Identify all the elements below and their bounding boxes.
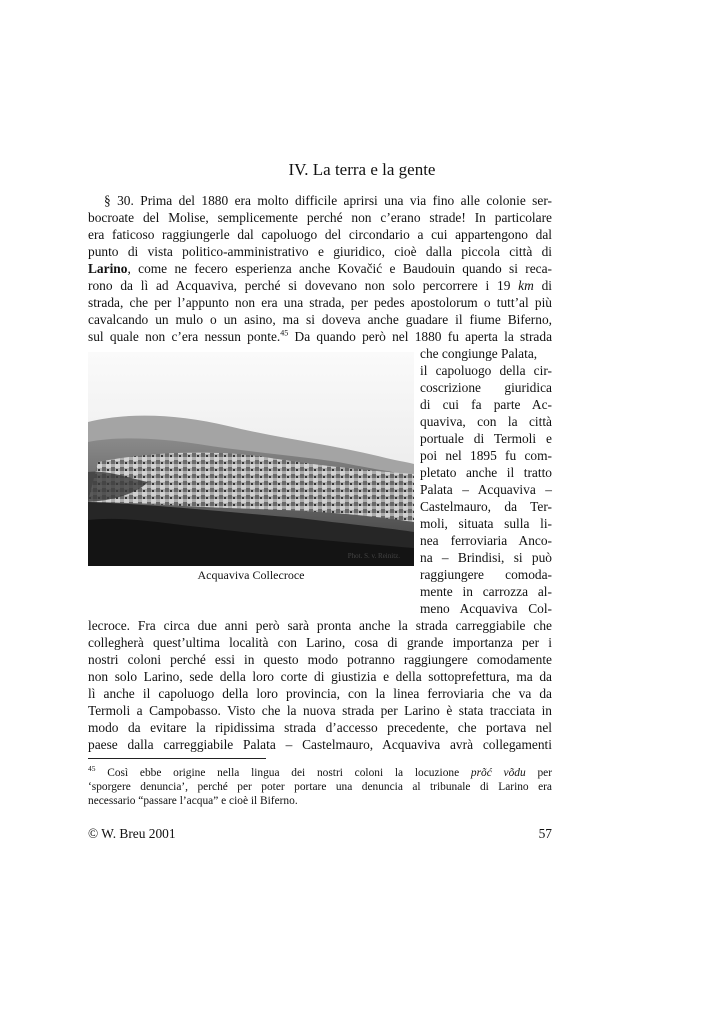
text-line: raggiungere comoda- — [420, 567, 552, 582]
text-line: che congiunge Palata, — [420, 346, 538, 361]
dialect-phrase: prõć võdu — [470, 767, 526, 779]
text-line: sul quale non c’era nessun ponte.$^{45}$ Da quando però nel 1880 fu aperta la strada — [88, 328, 553, 344]
text-line: lecroce. Fra circa due anni però sarà pronta anche la strada carreggiabile che — [88, 618, 552, 633]
text-line: lì anche il capoluogo della loro provincia, con la linea ferroviaria che va da — [88, 686, 552, 701]
text-line: bocroate del Molise, semplicemente perché non c’erano strade! In particolare — [88, 210, 552, 225]
footnote-line: $^{45}$ Così ebbe origine nella lingua dei nostri coloni la locuzione prõć võdu per — [88, 764, 552, 779]
text-line: § 30. Prima del 1880 era molto difficile aprirsi una via fino alle colonie ser- — [104, 193, 552, 208]
unit-italic: km — [518, 278, 534, 293]
footnote-number: 45 — [88, 764, 96, 774]
text-line: Palata – Acquaviva – — [420, 482, 552, 497]
text-line: collegherà quest’ultima località con Larino, cosa di grande importanza per i — [88, 635, 552, 650]
footnote-ref[interactable]: 45 — [280, 328, 289, 338]
text-line: di cui fa parte Ac- — [420, 397, 552, 412]
text-line: rono da lì ad Acquaviva, perché si dovevano non solo percorrere i 19 km di — [88, 278, 552, 293]
bold-place-name: Larino — [88, 261, 128, 276]
text-line: pletato anche il tratto — [420, 465, 552, 480]
text-line: Termoli a Campobasso. Visto che la nuova strada per Larino è stata tracciata in — [88, 703, 552, 718]
chapter-heading: IV. La terra e la gente — [288, 160, 436, 179]
photo-credit: Phot. S. v. Reinitz. — [347, 552, 400, 560]
text-line: Castelmauro, da Ter- — [420, 499, 552, 514]
footnote-line: necessario “passare l’acqua” e cioè il Biferno. — [88, 795, 298, 807]
text-line: nostri coloni perché essi in questo modo potranno raggiungere comodamente — [88, 652, 552, 667]
text-line: strada, che per l’appunto non era una strada, per pedes apostolorum o tutt’al più — [88, 295, 552, 310]
text-line: il capoluogo della cir- — [420, 363, 552, 378]
footnote-separator — [88, 758, 266, 759]
text-line: na – Brindisi, si può — [420, 550, 552, 565]
figure-caption: Acquaviva Collecroce — [197, 568, 305, 582]
text-line: punto di vista politico-amministrativo e giuridico, cioè dalla piccola città di — [88, 244, 552, 259]
text-line: portuale di Termoli e — [420, 431, 552, 446]
footnote-line: ‘sporgere denuncia’, perché per poter portare una denuncia al tribunale di Larino era — [88, 781, 552, 793]
page-number: 57 — [538, 826, 552, 841]
text-line: era faticoso raggiungerle dal capoluogo del circondario a cui appartengono dal — [88, 227, 552, 242]
text-line: paese dalla carreggiabile Palata – Castelmauro, Acquaviva avrà collegamenti — [88, 737, 552, 752]
landscape-photo-image — [88, 352, 414, 566]
text-line: nea ferroviaria Anco- — [420, 533, 552, 548]
text-line: mente in carrozza al- — [420, 584, 552, 599]
text-line: cavalcando un mulo o un asino, ma si doveva anche guadare il fiume Biferno, — [88, 312, 552, 327]
photo-acquaviva — [88, 352, 414, 566]
text-line: Larino, come ne fecero esperienza anche Kovačić e Baudouin quando si reca- — [88, 261, 552, 276]
text-line: moli, situata sulla li- — [420, 516, 552, 531]
text-line: meno Acquaviva Col- — [420, 601, 552, 616]
text-line: poi nel 1895 fu com- — [420, 448, 552, 463]
text-line: quaviva, con la città — [420, 414, 552, 429]
text-line: coscrizione giuridica — [420, 380, 552, 395]
text-line: non solo Larino, sede della loro corte di giustizia e della sottoprefettura, ma da — [88, 669, 552, 684]
footer-copyright: © W. Breu 2001 — [88, 826, 176, 841]
text-line: modo da evitare la ripidissima strada d’accesso precedente, che portava nel — [88, 720, 552, 735]
